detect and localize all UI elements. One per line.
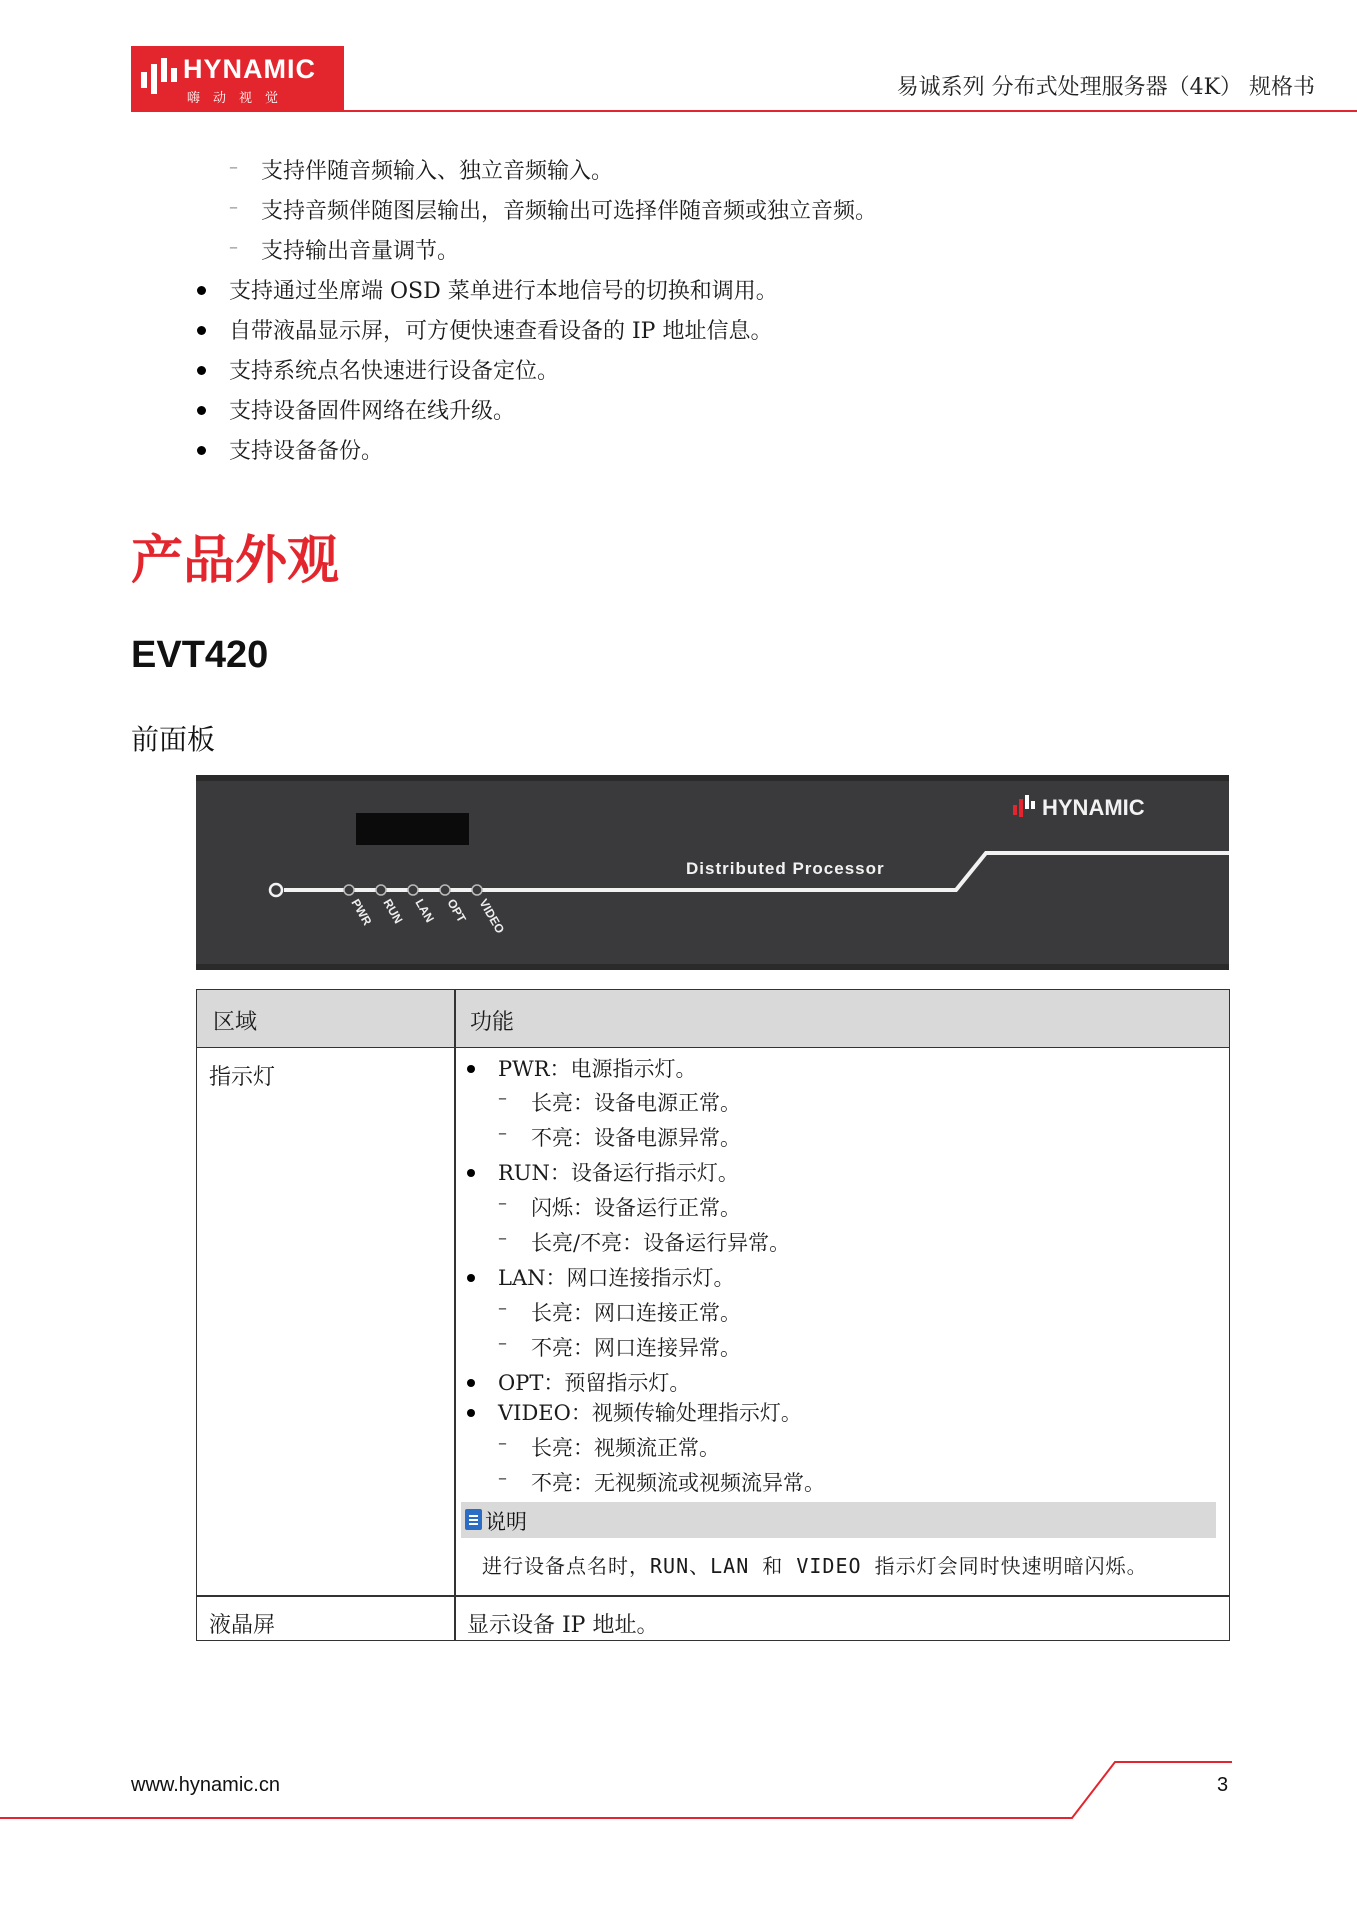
table-header (197, 990, 1229, 1048)
list-item: 支持音频伴随图层输出，音频输出可选择伴随音频或独立音频。 (261, 199, 878, 224)
header-function: 功能 (470, 1010, 515, 1035)
table-item: OPT：预留指示灯。 (498, 1371, 691, 1395)
dash-marker: – (229, 157, 238, 178)
row-divider (197, 1595, 1229, 1597)
bullet-icon (467, 1169, 475, 1177)
dash-marker: – (498, 1193, 507, 1214)
table-item: PWR：电源指示灯。 (498, 1057, 697, 1081)
table-item: RUN：设备运行指示灯。 (498, 1161, 739, 1185)
bullet-icon (197, 286, 206, 295)
note-title: 说明 (485, 1510, 527, 1534)
row-function-lcd: 显示设备 IP 地址。 (467, 1613, 659, 1638)
list-item: 支持设备备份。 (229, 439, 384, 464)
bullet-icon (467, 1409, 475, 1417)
lcd-screen (356, 813, 469, 845)
dash-marker: – (498, 1088, 507, 1109)
panel-title: 前面板 (131, 723, 216, 756)
bullet-icon (197, 406, 206, 415)
note-icon (465, 1509, 482, 1530)
led-label-lan: LAN (412, 896, 437, 925)
device-brand: HYNAMIC (1042, 795, 1145, 820)
bullet-icon (197, 326, 206, 335)
row-area-indicator: 指示灯 (209, 1065, 276, 1090)
device-label: Distributed Processor (686, 859, 885, 878)
table-item: 长亮/不亮：设备运行异常。 (531, 1231, 791, 1255)
dash-marker: – (229, 237, 238, 258)
list-item: 支持伴随音频输入、独立音频输入。 (261, 159, 614, 184)
table-item: 长亮：网口连接正常。 (531, 1301, 741, 1325)
column-divider (454, 990, 456, 1640)
function-table (196, 989, 1230, 1641)
table-item: 闪烁：设备运行正常。 (531, 1196, 741, 1220)
bullet-icon (467, 1065, 475, 1073)
table-item: 不亮：无视频流或视频流异常。 (531, 1471, 825, 1495)
header-divider (131, 110, 1357, 112)
row-area-lcd: 液晶屏 (209, 1613, 276, 1638)
section-title: 产品外观 (131, 531, 340, 591)
brand-logo (131, 46, 344, 110)
dash-marker: – (498, 1333, 507, 1354)
dash-marker: – (229, 197, 238, 218)
dash-marker: – (498, 1123, 507, 1144)
bullet-icon (197, 446, 206, 455)
list-item: 支持设备固件网络在线升级。 (229, 399, 516, 424)
hynamic-logo-icon (139, 56, 179, 100)
bullet-icon (467, 1274, 475, 1282)
document-title: 易诚系列 分布式处理服务器（4K） 规格书 (896, 75, 1315, 100)
dash-marker: – (498, 1433, 507, 1454)
table-item: 长亮：视频流正常。 (531, 1436, 720, 1460)
table-item: VIDEO：视频传输处理指示灯。 (498, 1401, 802, 1425)
led-label-video: VIDEO (476, 896, 508, 936)
bullet-icon (197, 366, 206, 375)
table-item: 长亮：设备电源正常。 (531, 1091, 741, 1115)
note-header (461, 1502, 1216, 1538)
list-item: 支持输出音量调节。 (261, 239, 460, 264)
dash-marker: – (498, 1298, 507, 1319)
dash-marker: – (498, 1228, 507, 1249)
table-item: 不亮：网口连接异常。 (531, 1336, 741, 1360)
header-area: 区域 (213, 1010, 258, 1035)
table-item: LAN：网口连接指示灯。 (498, 1266, 735, 1290)
note-text: 进行设备点名时，RUN、LAN 和 VIDEO 指示灯会同时快速明暗闪烁。 (482, 1554, 1148, 1578)
bullet-icon (467, 1379, 475, 1387)
page-number: 3 (1217, 1774, 1229, 1796)
table-item: 不亮：设备电源异常。 (531, 1126, 741, 1150)
led-label-pwr: PWR (348, 896, 375, 928)
footer-url: www.hynamic.cn (131, 1774, 280, 1796)
led-label-opt: OPT (444, 896, 469, 925)
dash-marker: – (498, 1468, 507, 1489)
model-title: EVT420 (131, 634, 269, 676)
device-front-panel (196, 775, 1229, 970)
brand-subtitle: 嗨动视觉 (187, 91, 292, 106)
led-label-run: RUN (380, 896, 406, 927)
list-item: 支持系统点名快速进行设备定位。 (229, 359, 560, 384)
list-item: 支持通过坐席端 OSD 菜单进行本地信号的切换和调用。 (229, 279, 778, 304)
list-item: 自带液晶显示屏，可方便快速查看设备的 IP 地址信息。 (229, 319, 773, 344)
brand-name: HYNAMIC (183, 54, 316, 84)
